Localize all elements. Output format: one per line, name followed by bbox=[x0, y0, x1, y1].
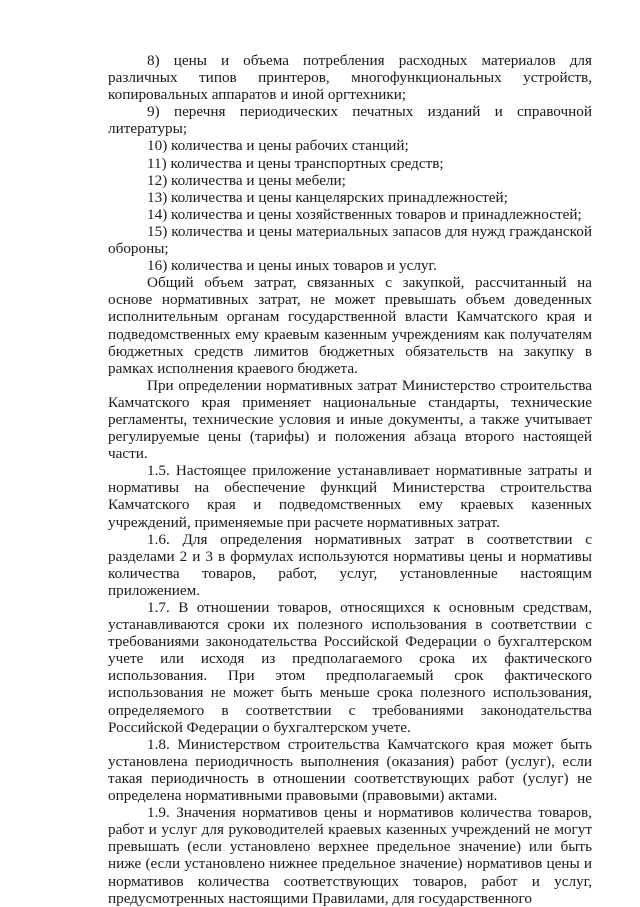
document-page bbox=[108, 52, 592, 907]
paragraph-1-8: 1.8. Министерством строительства Камчатского края может быть установлена периодичность выполнения (оказания) работ (услуг), если такая периодичность в отношении соответствующих работ (услуг) не определена нормативными правовыми (правовыми) актами. bbox=[108, 735, 592, 805]
paragraph-1-7: 1.7. В отношении товаров, относящихся к основным средствам, устанавливаются сроки их полезного использования в соответствии с требованиями законодательства Российской Федерации о бухгалтерском учете или исходя из предполагаемого срока их фактического использования. При этом предполагаемый срок фактического использования не может быть меньше срока полезного использования, определяемого в соответствии с требованиями законодательства Российской Федерации о бухгалтерском учете. bbox=[108, 599, 592, 736]
list-item-16: 16) количества и цены иных товаров и услуг. bbox=[147, 257, 437, 275]
paragraph-1-5: 1.5. Настоящее приложение устанавливает нормативные затраты и нормативы на обеспечение функций Министерства строительства Камчатского края и подведомственных ему краевых казенных учреждений, применяемые при расчете нормативных затрат. bbox=[108, 462, 592, 531]
paragraph-total-costs: Общий объем затрат, связанных с закупкой, рассчитанный на основе нормативных затрат, не может превышать объем доведенных исполнительным органам государственной власти Камчатского края и подведомственных ему краевым казенным учреждениям как получателям бюджетных средств лимитов бюджетных обязательств на закупку в рамках исполнения краевого бюджета. bbox=[108, 274, 592, 377]
paragraph-1-9: 1.9. Значения нормативов цены и нормативов количества товаров, работ и услуг для руководителей краевых казенных учреждений не могут превышать (если установлено верхнее предельное значение) или быть ниже (если установлено нижнее предельное значение) нормативов цены и нормативов количества соответствующих товаров, работ и услуг, предусмотренных настоящими Правилами, для государственного bbox=[108, 804, 592, 907]
list-item-12: 12) количества и цены мебели; bbox=[147, 171, 346, 189]
list-item-15: 15) количества и цены материальных запасов для нужд гражданской обороны; bbox=[108, 222, 592, 258]
list-item-9: 9) перечня периодических печатных изданий и справочной литературы; bbox=[108, 103, 592, 138]
paragraph-determination: При определении нормативных затрат Министерство строительства Камчатского края применяет национальные стандарты, технические регламенты, технические условия и иные документы, а также учитывает регулируемые цены (тарифы) и положения абзаца второго настоящей части. bbox=[108, 376, 592, 463]
paragraph-1-6: 1.6. Для определения нормативных затрат в соответствии с разделами 2 и 3 в формулах используются нормативы цены и нормативы количества товаров, работ, услуг, установленные настоящим приложением. bbox=[108, 530, 592, 599]
list-item-11: 11) количества и цены транспортных средств; bbox=[147, 154, 444, 172]
list-item-8: 8) цены и объема потребления расходных материалов для различных типов принтеров, многофункциональных устройств, копировальных аппаратов и иной оргтехники; bbox=[108, 52, 592, 104]
list-item-10: 10) количества и цены рабочих станций; bbox=[147, 137, 409, 155]
list-item-14: 14) количества и цены хозяйственных товаров и принадлежностей; bbox=[147, 205, 582, 223]
list-item-13: 13) количества и цены канцелярских принадлежностей; bbox=[147, 188, 508, 206]
